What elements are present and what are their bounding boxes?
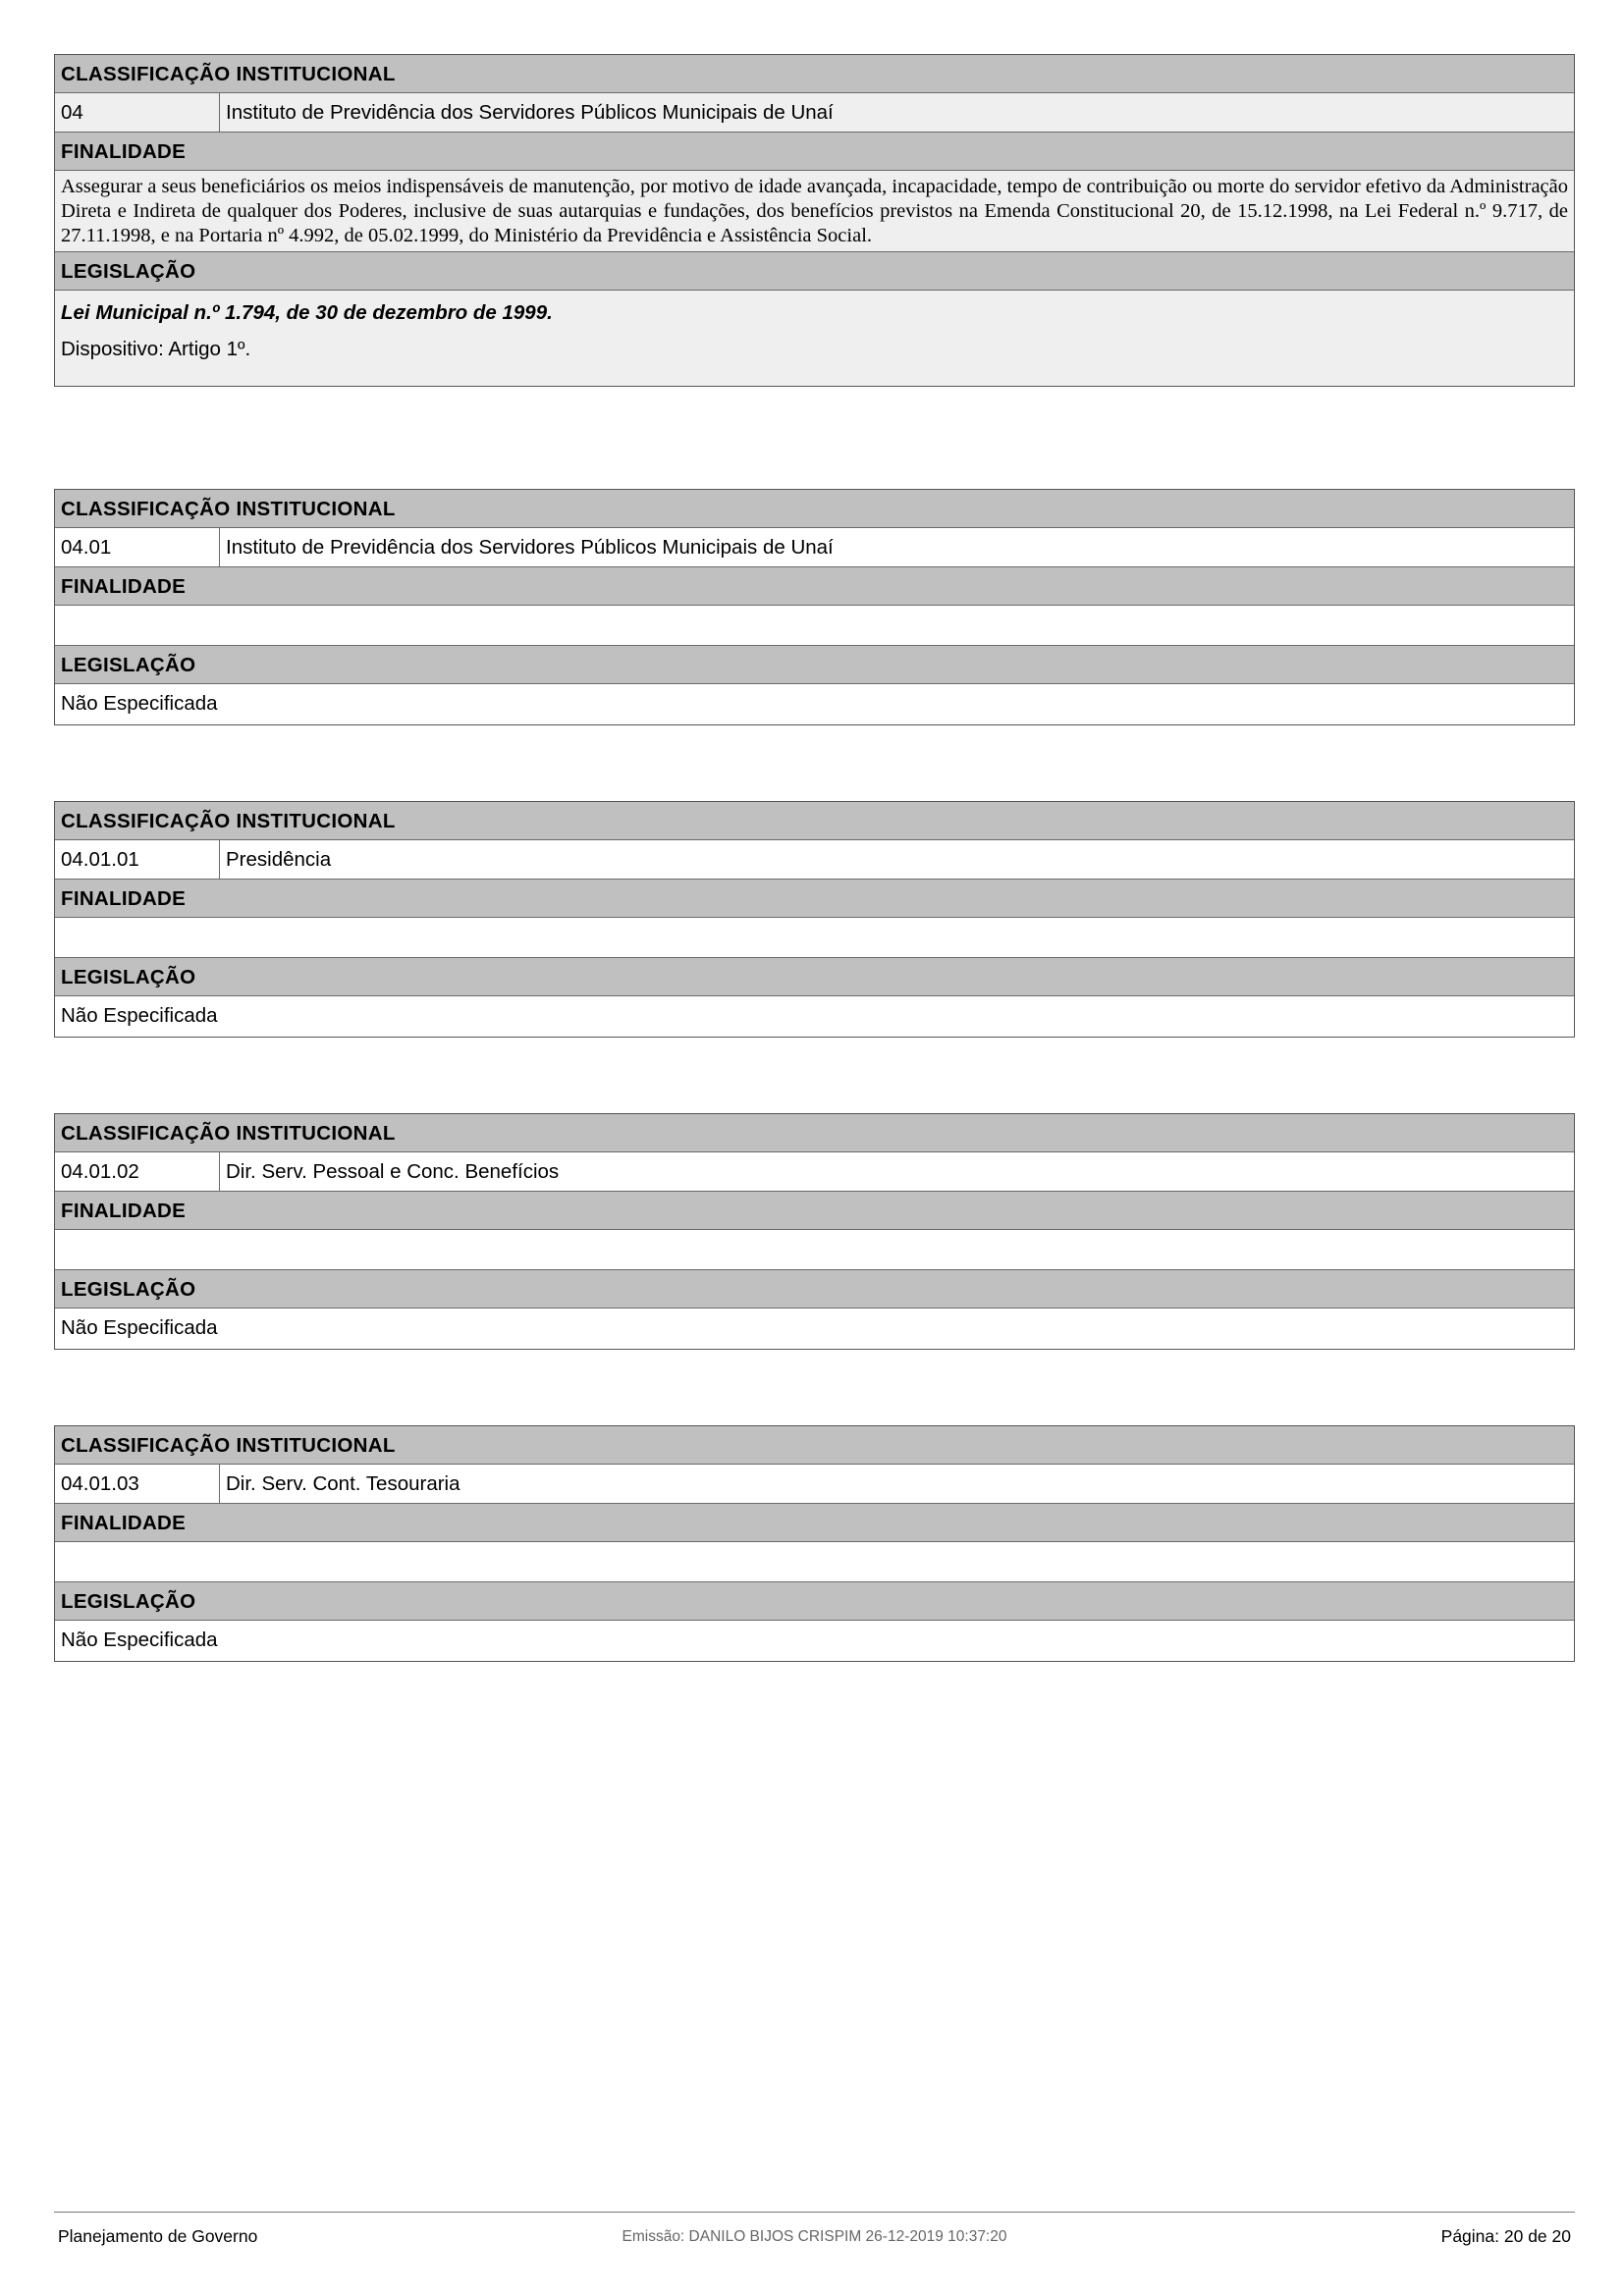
classification-name: Instituto de Previdência dos Servidores Públicos Municipais de Unaí <box>226 101 834 124</box>
classification-header: CLASSIFICAÇÃO INSTITUCIONAL <box>55 1426 1574 1465</box>
classification-row <box>55 93 1574 133</box>
classification-block <box>54 1425 1575 1662</box>
classification-code: 04.01.02 <box>55 1152 220 1191</box>
legislacao-header: LEGISLAÇÃO <box>55 646 1574 684</box>
legislacao-header: LEGISLAÇÃO <box>55 958 1574 996</box>
classification-header: CLASSIFICAÇÃO INSTITUCIONAL <box>55 490 1574 528</box>
footer-title: Planejamento de Governo <box>58 2226 258 2246</box>
finalidade-empty <box>55 1230 1574 1270</box>
finalidade-empty <box>55 1542 1574 1582</box>
legislacao-header: LEGISLAÇÃO <box>55 1582 1574 1621</box>
legislacao-value: Não Especificada <box>61 1004 218 1027</box>
classification-name: Instituto de Previdência dos Servidores Públicos Municipais de Unaí <box>226 536 834 559</box>
finalidade-text: Assegurar a seus beneficiários os meios indispensáveis de manutenção, por motivo de idade avançada, incapacidade, tempo de contribuição ou morte do servidor efetivo da Administração Direta e Indireta de qualquer dos Poderes, inclusive de suas autarquias e fundações, dos benefícios previstos na Emenda Constitucional 20, de 15.12.1998, na Lei Federal n.º 9.717, de 27.11.1998, e na Portaria nº 4.992, de 05.02.1999, do Ministério da Previdência e Assistência Social. <box>55 171 1574 252</box>
legislacao-header: LEGISLAÇÃO <box>55 252 1574 291</box>
finalidade-header: FINALIDADE <box>55 567 1574 606</box>
classification-row <box>55 840 1574 880</box>
finalidade-empty <box>55 606 1574 646</box>
page-footer <box>54 2212 1575 2246</box>
classification-row <box>55 1465 1574 1504</box>
legislacao-header: LEGISLAÇÃO <box>55 1270 1574 1308</box>
legislacao-dispositivo: Dispositivo: Artigo 1º. <box>61 338 251 360</box>
legislacao-value: Não Especificada <box>61 692 218 715</box>
classification-block <box>54 801 1575 1038</box>
classification-block <box>54 1113 1575 1350</box>
classification-header: CLASSIFICAÇÃO INSTITUCIONAL <box>55 55 1574 93</box>
classification-block <box>54 54 1575 387</box>
footer-emission: Emissão: DANILO BIJOS CRISPIM 26-12-2019 10:37:20 <box>622 2228 1007 2245</box>
legislacao-value: Não Especificada <box>61 1316 218 1339</box>
finalidade-header: FINALIDADE <box>55 880 1574 918</box>
footer-page-number: Página: 20 de 20 <box>1440 2226 1571 2246</box>
classification-header: CLASSIFICAÇÃO INSTITUCIONAL <box>55 802 1574 840</box>
classification-name: Presidência <box>226 848 332 871</box>
finalidade-empty <box>55 918 1574 958</box>
finalidade-header: FINALIDADE <box>55 133 1574 171</box>
classification-row <box>55 528 1574 567</box>
legislacao-value: Não Especificada <box>61 1629 218 1651</box>
finalidade-header: FINALIDADE <box>55 1504 1574 1542</box>
classification-block <box>54 489 1575 725</box>
legislacao-law: Lei Municipal n.º 1.794, de 30 de dezembro de 1999. <box>61 301 553 324</box>
classification-name: Dir. Serv. Cont. Tesouraria <box>226 1472 460 1495</box>
classification-row <box>55 1152 1574 1192</box>
legislacao-content <box>55 291 1574 386</box>
classification-code: 04 <box>55 93 220 132</box>
classification-code: 04.01.03 <box>55 1465 220 1503</box>
classification-header: CLASSIFICAÇÃO INSTITUCIONAL <box>55 1114 1574 1152</box>
classification-name: Dir. Serv. Pessoal e Conc. Benefícios <box>226 1160 560 1183</box>
classification-code: 04.01 <box>55 528 220 566</box>
finalidade-header: FINALIDADE <box>55 1192 1574 1230</box>
classification-code: 04.01.01 <box>55 840 220 879</box>
